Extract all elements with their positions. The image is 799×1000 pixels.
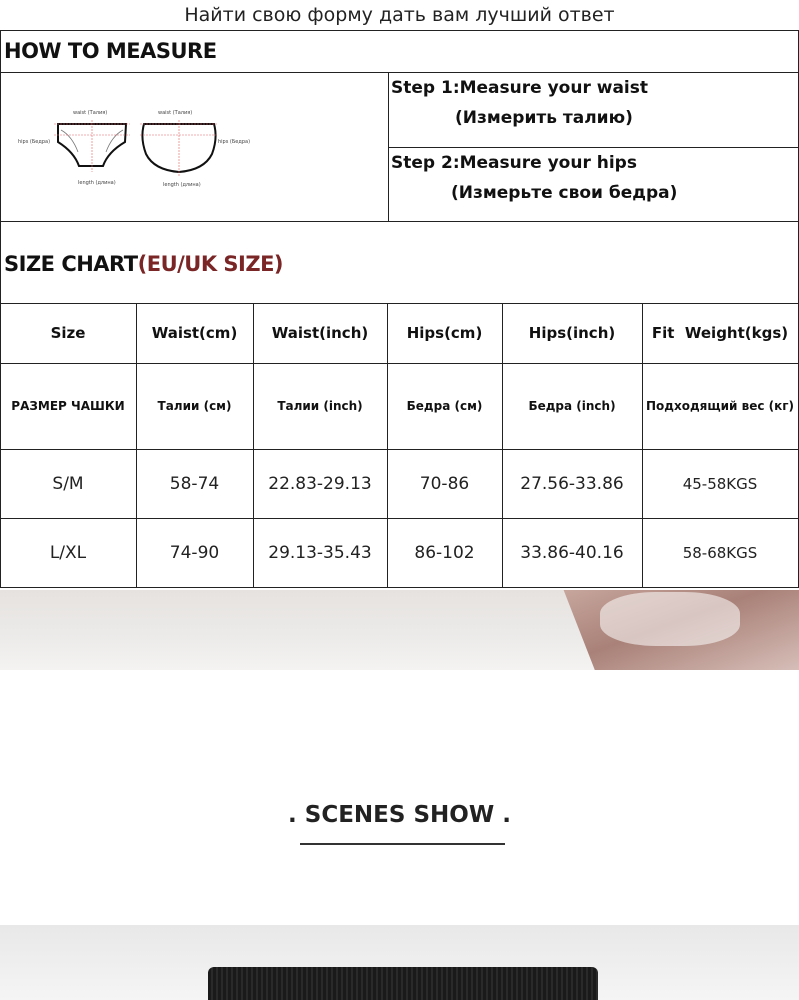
table-cell: 29.13-35.43 xyxy=(268,542,372,563)
product-photo-fragment xyxy=(0,590,799,670)
table-header-cell-ru: Бедра (inch) xyxy=(528,399,616,413)
table-header-cell: Waist(cm) xyxy=(151,324,238,342)
table-header-cell: Size xyxy=(50,324,86,342)
scenes-underline xyxy=(300,843,505,845)
size-chart-title xyxy=(4,252,283,276)
rule xyxy=(0,30,799,31)
table-header-cell-ru: Подходящий вес (кг) xyxy=(645,399,795,413)
table-cell: 86-102 xyxy=(414,542,475,563)
table-cell: 22.83-29.13 xyxy=(268,473,372,494)
size-chart-title-accent: (EU/UK SIZE) xyxy=(137,252,284,276)
table-header-cell-ru: Талии (см) xyxy=(157,399,232,413)
table-cell: 74-90 xyxy=(169,542,220,563)
product-photo xyxy=(0,925,799,1000)
diagram-label-waist: waist (Талия) xyxy=(73,110,108,116)
table-cell: 58-74 xyxy=(169,473,220,494)
step1-text: Step 1:Measure your waist xyxy=(391,78,649,98)
scenes-show-title: . SCENES SHOW . xyxy=(288,802,511,828)
rule xyxy=(0,72,799,73)
table-header-cell: Hips(cm) xyxy=(406,324,483,342)
table-header-cell-ru: Талии (inch) xyxy=(277,399,363,413)
table-header-cell-ru: Бедра (см) xyxy=(406,399,483,413)
step1-translation: (Измерить талию) xyxy=(455,108,633,128)
rule xyxy=(0,587,799,588)
table-cell-size: L/XL xyxy=(49,542,87,563)
table-cell: 27.56-33.86 xyxy=(520,473,624,494)
measure-diagram xyxy=(8,102,378,222)
diagram-label-length-back: length (длина) xyxy=(163,182,201,188)
lace-image xyxy=(600,592,740,646)
size-guide-sheet xyxy=(0,30,799,590)
table-cell: 70-86 xyxy=(419,473,470,494)
diagram-label-hips: hips (Бедра) xyxy=(18,139,51,145)
rule xyxy=(388,147,799,148)
step2-translation: (Измерьте свои бедра) xyxy=(451,183,678,203)
table-cell: 33.86-40.16 xyxy=(520,542,624,563)
size-chart-title-main: SIZE CHART xyxy=(4,252,138,276)
table-cell: 45-58KGS xyxy=(682,474,758,493)
top-banner: Найти свою форму дать вам лучший ответ xyxy=(184,4,615,26)
garment-image xyxy=(208,967,598,1000)
table-cell-size: S/M xyxy=(52,473,84,494)
table-header-cell: Waist(inch) xyxy=(271,324,369,342)
table-cell: 58-68KGS xyxy=(682,543,758,562)
diagram-label-hips-back: hips (Бедра) xyxy=(218,139,251,145)
table-header-cell: Fit Weight(kgs) xyxy=(651,324,789,342)
table-header-cell: Hips(inch) xyxy=(528,324,616,342)
diagram-label-length: length (длина) xyxy=(78,180,116,186)
diagram-label-waist-back: waist (Талия) xyxy=(158,110,193,116)
how-to-measure-title: HOW TO MEASURE xyxy=(4,39,217,63)
step2-text: Step 2:Measure your hips xyxy=(391,153,637,173)
table-header-cell-ru: РАЗМЕР ЧАШКИ xyxy=(11,399,125,413)
rule xyxy=(388,72,389,222)
briefs-diagram-icon xyxy=(8,102,378,222)
